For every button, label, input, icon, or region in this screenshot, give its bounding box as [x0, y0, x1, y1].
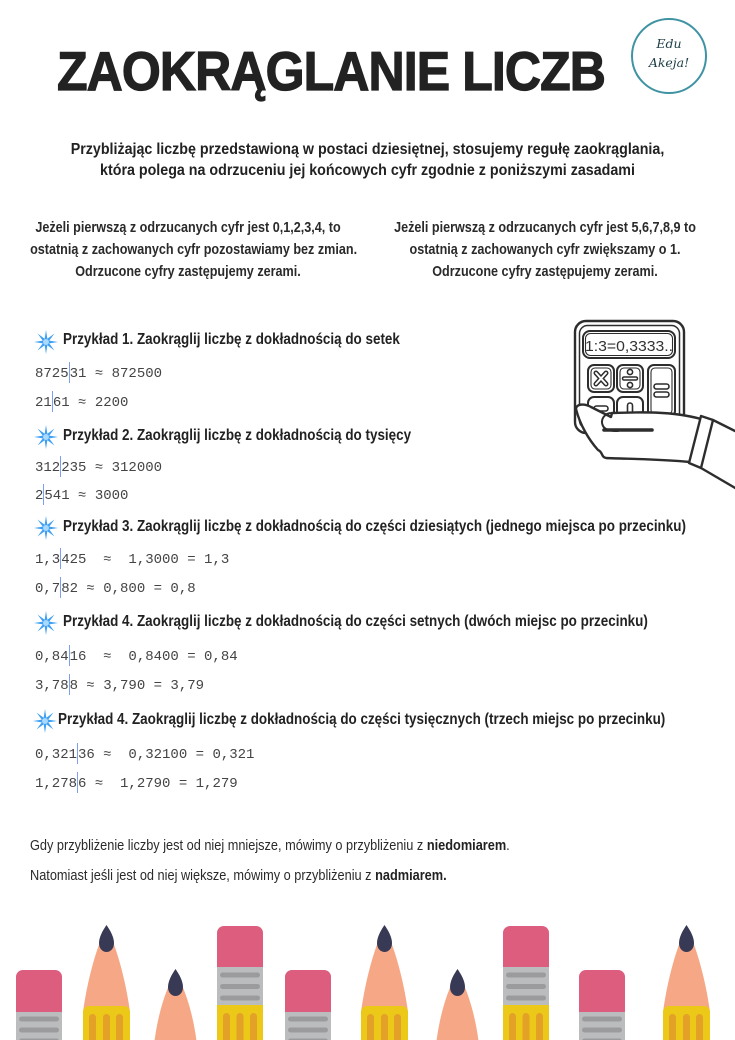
calculator-icon	[560, 315, 735, 490]
pencil-eraser-icon	[217, 926, 263, 1040]
page-title: ZAOKRĄGLANIE LICZB	[57, 40, 606, 102]
rule-round-up	[362, 217, 728, 283]
note-underestimate	[30, 835, 510, 857]
star-icon	[34, 330, 58, 354]
kept-digits: 312	[35, 460, 61, 476]
example-line	[35, 772, 238, 794]
example-line	[35, 362, 162, 384]
rule-line: ostatnią z zachowanych cyfr pozostawiamy bez zmian.	[30, 241, 358, 258]
dropped-digits-and-result: 6 ≈ 1,2790 = 1,279	[78, 776, 238, 792]
rule-line: Jeżeli pierwszą z odrzucanych cyfr jest 5,6,7,8,9 to	[394, 219, 696, 236]
intro-line-1: Przybliżając liczbę przedstawioną w postaci dziesiętnej, stosujemy regułę zaokrąglania,	[70, 141, 665, 158]
kept-digits: 8725	[35, 366, 69, 382]
rule-line: Jeżeli pierwszą z odrzucanych cyfr jest 0,1,2,3,4, to	[35, 219, 341, 236]
rule-round-down	[0, 217, 376, 283]
pencil-tip-icon	[361, 925, 408, 1040]
example-line	[35, 743, 254, 765]
example-2-title: Przykład 2. Zaokrąglij liczbę z dokładnością do tysięcy	[63, 427, 412, 444]
dropped-digits-and-result: 31 ≈ 872500	[69, 366, 163, 382]
pencil-eraser-icon	[285, 970, 331, 1040]
example-line	[35, 391, 128, 413]
example-3-title: Przykład 3. Zaokrąglij liczbę z dokładnością do części dziesiątych (jednego miejsca po przecinku)	[63, 518, 686, 535]
star-icon	[33, 709, 57, 733]
dropped-digits-and-result: 36 ≈ 0,32100 = 0,321	[78, 747, 255, 763]
pencil-eraser-icon	[579, 970, 625, 1040]
kept-digits: 2	[35, 488, 44, 504]
calculator-display: 1:3=0,3333..	[585, 338, 673, 355]
kept-digits: 21	[35, 395, 52, 411]
example-1-title: Przykład 1. Zaokrąglij liczbę z dokładnością do setek	[63, 331, 400, 348]
pencils-decoration	[0, 910, 735, 1040]
note-overestimate	[30, 865, 447, 887]
intro-line-2: która polega na odrzuceniu jej końcowych cyfr zgodnie z poniższymi zasadami	[100, 162, 635, 179]
example-line	[35, 484, 128, 506]
kept-digits: 0,7	[35, 581, 61, 597]
pencil-tip-icon	[663, 925, 710, 1040]
rule-line: Odrzucone cyfry zastępujemy zerami.	[432, 263, 658, 280]
dropped-digits-and-result: 61 ≈ 2200	[52, 395, 129, 411]
note-term: niedomiarem	[426, 837, 507, 854]
pencil-eraser-icon	[16, 970, 62, 1040]
logo-line-1: Edu	[656, 36, 682, 51]
kept-digits: 0,321	[35, 747, 78, 763]
example-line	[35, 577, 196, 599]
example-line	[35, 548, 229, 570]
calculator-hand-illustration	[560, 315, 735, 490]
note-text: Gdy przybliżenie liczby jest od niej mniejsze, mówimy o przybliżeniu z	[30, 837, 427, 854]
edu-akeja-logo	[630, 17, 708, 95]
example-line	[35, 674, 204, 696]
pencil-eraser-icon	[503, 926, 549, 1040]
star-icon	[34, 425, 58, 449]
pencil-tip-icon	[436, 969, 479, 1040]
note-text: Natomiast jeśli jest od niej większe, mówimy o przybliżeniu z	[30, 867, 376, 884]
star-icon	[34, 611, 58, 635]
rule-line: Odrzucone cyfry zastępujemy zerami.	[75, 263, 301, 280]
kept-digits: 3,78	[35, 678, 69, 694]
pencil-tip-icon	[154, 969, 197, 1040]
dropped-digits-and-result: 8 ≈ 3,790 = 3,79	[69, 678, 205, 694]
dropped-digits-and-result: 82 ≈ 0,800 = 0,8	[61, 581, 196, 597]
kept-digits: 1,278	[35, 776, 78, 792]
example-4-title: Przykład 4. Zaokrąglij liczbę z dokładnością do części setnych (dwóch miejsc po przecinku)	[63, 613, 648, 630]
pencil-tip-icon	[83, 925, 130, 1040]
logo-line-2: Akeja!	[648, 55, 690, 70]
dropped-digits-and-result: 425 ≈ 1,3000 = 1,3	[61, 552, 230, 568]
note-term: nadmiarem.	[375, 867, 447, 884]
rule-line: ostatnią z zachowanych cyfr zwiększamy o 1.	[409, 241, 681, 258]
example-line	[35, 645, 238, 667]
example-5-title: Przykład 4. Zaokrąglij liczbę z dokładnością do części tysięcznych (trzech miejsc po przecinku)	[58, 711, 666, 728]
kept-digits: 1,3	[35, 552, 61, 568]
intro-text	[0, 139, 735, 181]
dropped-digits-and-result: 541 ≈ 3000	[44, 488, 129, 504]
dropped-digits-and-result: 16 ≈ 0,8400 = 0,84	[69, 649, 238, 665]
kept-digits: 0,84	[35, 649, 69, 665]
example-line	[35, 456, 162, 478]
note-end: .	[506, 837, 510, 854]
dropped-digits-and-result: 235 ≈ 312000	[61, 460, 163, 476]
star-icon	[34, 516, 58, 540]
